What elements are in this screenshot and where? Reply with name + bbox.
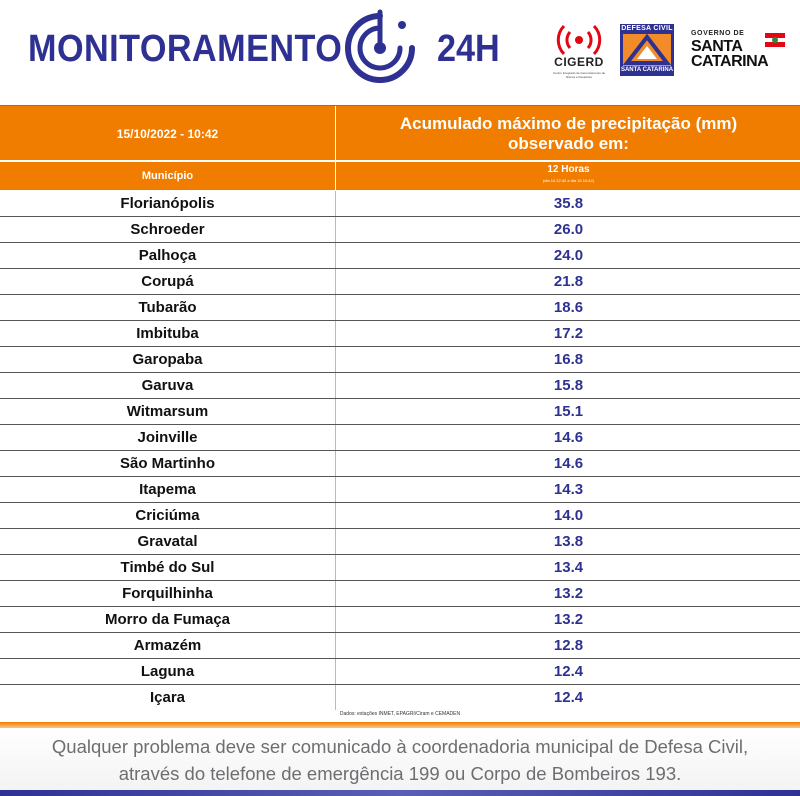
- cigerd-subtitle: Centro Integrado de Gerenciamento de Riscos e Desastres: [552, 71, 606, 79]
- column-header-period: 12 Horas: [547, 164, 590, 175]
- footer: [0, 728, 800, 796]
- value-cell: 13.2: [553, 611, 584, 628]
- municipio-cell: Içara: [0, 685, 336, 710]
- municipio-cell: Forquilhinha: [0, 581, 336, 606]
- municipio-cell: Garuva: [0, 373, 336, 398]
- value-cell: 13.8: [553, 533, 584, 550]
- municipio-cell: Tubarão: [0, 295, 336, 320]
- table-row: [0, 633, 800, 659]
- value-cell: 12.8: [553, 637, 584, 654]
- table-row: [0, 659, 800, 685]
- value-cell: 26.0: [553, 221, 584, 238]
- table-row: [0, 373, 800, 399]
- municipio-cell: Armazém: [0, 633, 336, 658]
- value-cell: 35.8: [553, 195, 584, 212]
- table-row: [0, 607, 800, 633]
- data-source-note: Dados: estações INMET, EPAGRI/Ciram e CEMADEN: [339, 711, 461, 717]
- municipio-cell: São Martinho: [0, 451, 336, 476]
- defesa-civil-top: DEFESA CIVIL: [621, 25, 673, 32]
- footer-notice-line2: através do telefone de emergência 199 ou Corpo de Bombeiros 193.: [118, 763, 682, 784]
- municipio-cell: Schroeder: [0, 217, 336, 242]
- value-cell: 21.8: [553, 273, 584, 290]
- defesa-civil-logo: [620, 24, 674, 76]
- report-datetime: 15/10/2022 - 10:42: [0, 106, 336, 161]
- table-row: [0, 685, 800, 711]
- value-cell: 17.2: [553, 325, 584, 342]
- municipio-cell: Witmarsum: [0, 399, 336, 424]
- value-cell: 14.3: [553, 481, 584, 498]
- flag-icon: [765, 33, 785, 47]
- value-cell: 15.8: [553, 377, 584, 394]
- municipio-cell: Palhoça: [0, 243, 336, 268]
- municipio-cell: Florianópolis: [0, 191, 336, 216]
- table-row: [0, 217, 800, 243]
- table-row: [0, 451, 800, 477]
- table-row: [0, 581, 800, 607]
- municipio-cell: Imbituba: [0, 321, 336, 346]
- signal-waves-icon: [550, 22, 608, 56]
- municipio-cell: Morro da Fumaça: [0, 607, 336, 632]
- column-header-municipio: Município: [0, 162, 336, 190]
- governo-line1: SANTA: [691, 38, 743, 55]
- table-title: Acumulado máximo de precipitação (mm) observado em:: [399, 113, 738, 153]
- municipio-cell: Corupá: [0, 269, 336, 294]
- value-cell: 15.1: [553, 403, 584, 420]
- triangle-icon: [623, 34, 671, 66]
- footer-notice-line1: Qualquer problema deve ser comunicado à coordenadoria municipal de Defesa Civil,: [51, 736, 749, 757]
- column-header-period-range: (dia 14 22:42 a dia 15 10:42): [542, 178, 595, 183]
- brand-24h: 24H: [437, 28, 500, 70]
- header: [0, 0, 800, 105]
- table-row: [0, 347, 800, 373]
- brand-title: MONITORAMENTO: [28, 28, 343, 70]
- value-cell: 12.4: [553, 689, 584, 706]
- cigerd-name: CIGERD: [554, 55, 604, 69]
- value-cell: 12.4: [553, 663, 584, 680]
- value-cell: 14.6: [553, 429, 584, 446]
- municipio-cell: Joinville: [0, 425, 336, 450]
- value-cell: 16.8: [553, 351, 584, 368]
- value-cell: 13.2: [553, 585, 584, 602]
- municipio-cell: Gravatal: [0, 529, 336, 554]
- governo-line2: CATARINA: [691, 53, 769, 70]
- table-row: [0, 503, 800, 529]
- cigerd-logo: [550, 22, 608, 82]
- value-cell: 13.4: [553, 559, 584, 576]
- table-row: [0, 399, 800, 425]
- governo-top: GOVERNO DE: [691, 30, 745, 37]
- value-cell: 14.6: [553, 455, 584, 472]
- table-row: [0, 555, 800, 581]
- municipio-cell: Criciúma: [0, 503, 336, 528]
- value-cell: 14.0: [553, 507, 584, 524]
- table-row: [0, 321, 800, 347]
- table-row: [0, 191, 800, 217]
- table-row: [0, 425, 800, 451]
- municipio-cell: Timbé do Sul: [0, 555, 336, 580]
- value-cell: 18.6: [553, 299, 584, 316]
- table-header-main: [0, 105, 800, 160]
- table-row: [0, 295, 800, 321]
- table-header-columns: [0, 161, 800, 190]
- table-row: [0, 269, 800, 295]
- governo-sc-logo: [688, 30, 788, 75]
- defesa-civil-emblem: [623, 34, 671, 66]
- municipio-cell: Laguna: [0, 659, 336, 684]
- value-cell: 24.0: [553, 247, 584, 264]
- defesa-civil-bottom: SANTA CATARINA: [620, 67, 674, 73]
- data-source-row: [0, 710, 800, 722]
- table-row: [0, 243, 800, 269]
- table-row: [0, 477, 800, 503]
- municipio-cell: Itapema: [0, 477, 336, 502]
- footer-bottom-bar: [0, 790, 800, 796]
- table-row: [0, 529, 800, 555]
- monitoring-logo-icon: [340, 8, 420, 88]
- municipio-cell: Garopaba: [0, 347, 336, 372]
